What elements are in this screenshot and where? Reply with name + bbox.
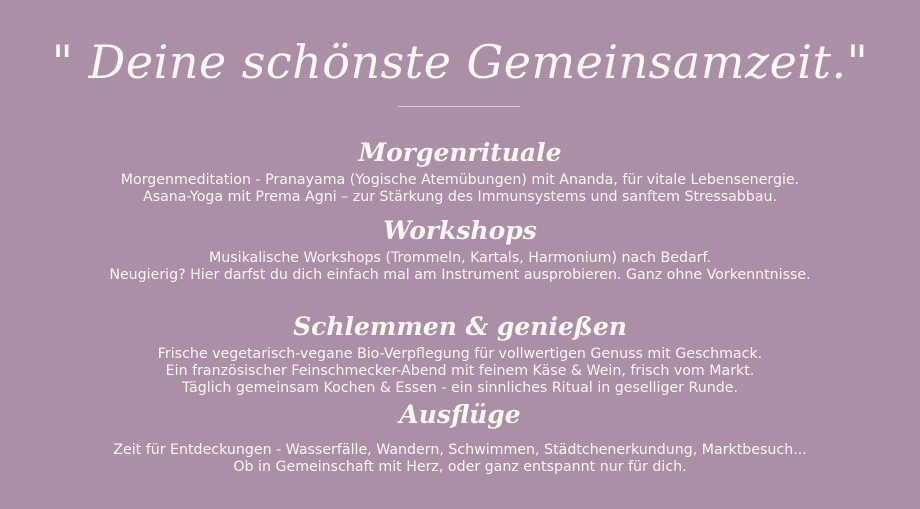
- section-line: Morgenmeditation - Pranayama (Yogische Atemübungen) mit Ananda, für vitale Lebensenergie.: [120, 172, 800, 188]
- section-body-workshops: [0, 250, 920, 284]
- section-body-schlemmen: [0, 346, 920, 397]
- section-line: Täglich gemeinsam Kochen & Essen - ein sinnliches Ritual in geselliger Runde.: [182, 380, 738, 396]
- section-title-workshops: Workshops: [383, 216, 537, 245]
- section-body-morgenrituale: [0, 172, 920, 206]
- section-line: Frische vegetarisch-vegane Bio-Verpflegung für vollwertigen Genuss mit Geschmack.: [157, 346, 763, 362]
- section-line: Ob in Gemeinschaft mit Herz, oder ganz entspannt nur für dich.: [233, 459, 687, 475]
- section-title-morgenrituale: Morgenrituale: [358, 138, 562, 167]
- section-line: Musikalische Workshops (Trommeln, Kartals, Harmonium) nach Bedarf.: [209, 250, 711, 266]
- section-line: Zeit für Entdeckungen - Wasserfälle, Wandern, Schwimmen, Städtchenerkundung, Marktbesuch...: [113, 442, 807, 458]
- section-title-ausfluege: Ausflüge: [399, 400, 521, 429]
- section-title-schlemmen: Schlemmen & genießen: [293, 312, 627, 341]
- page-headline: " Deine schönste Gemeinsamzeit.": [51, 35, 869, 89]
- section-body-ausfluege: [0, 442, 920, 476]
- section-line: Neugierig? Hier darfst du dich einfach mal am Instrument ausprobieren. Ganz ohne Vorkenntnisse.: [109, 267, 811, 283]
- section-line: Asana-Yoga mit Prema Agni – zur Stärkung des Immunsystems und sanftem Stressabbau.: [143, 189, 777, 205]
- headline-divider: [398, 106, 520, 107]
- section-line: Ein französischer Feinschmecker-Abend mit feinem Käse & Wein, frisch vom Markt.: [165, 363, 755, 379]
